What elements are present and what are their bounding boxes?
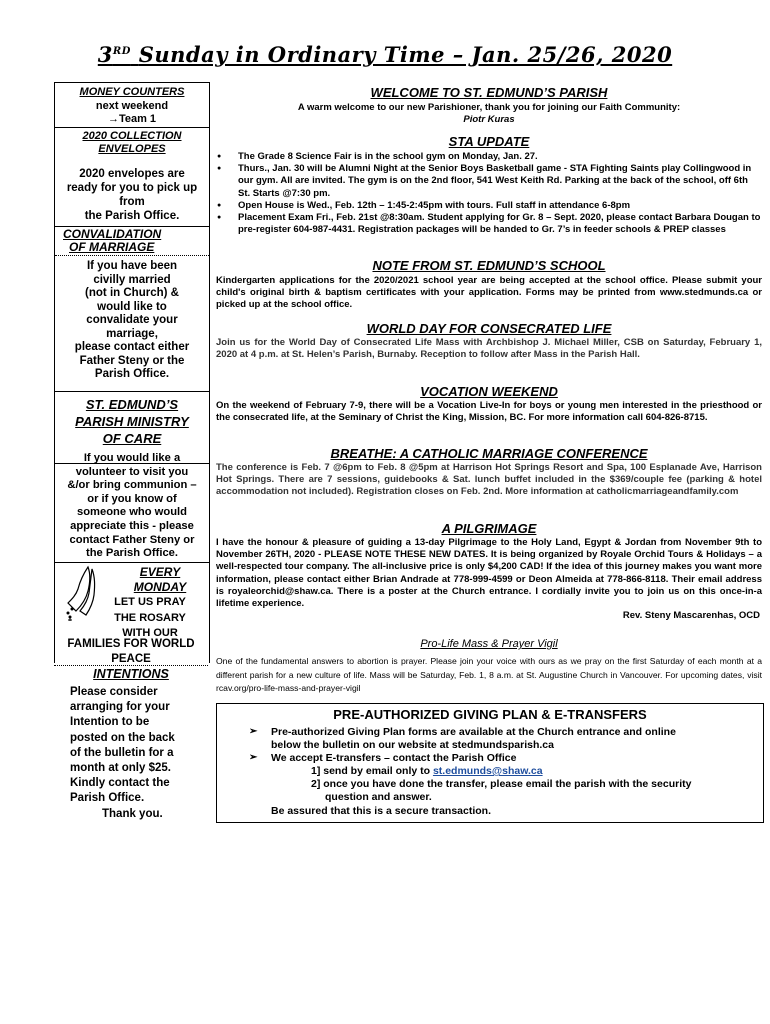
- vocation-heading: VOCATION WEEKEND: [420, 384, 558, 399]
- school-heading: NOTE FROM ST. EDMUND’S SCHOOL: [372, 258, 606, 273]
- bulletin-title: 3RD Sunday in Ordinary Time – Jan. 25/26, 2020: [97, 42, 673, 67]
- intentions-text: Please consider arranging for your Intention to be posted on the back of the bulletin for a month at only $25. Kindly contact the Parish Office. Thank you.: [70, 686, 175, 820]
- consecrated-heading: WORLD DAY FOR CONSECRATED LIFE: [366, 321, 612, 336]
- welcome-text: A warm welcome to our new Parishioner, thank you for joining our Faith Community:: [297, 102, 681, 113]
- giving-heading: PRE-AUTHORIZED GIVING PLAN & E-TRANSFERS: [333, 707, 647, 722]
- rosary-text: FAMILIES FOR WORLD PEACE: [67, 638, 195, 665]
- welcome-section: [216, 85, 762, 126]
- divider: [55, 255, 209, 256]
- vocation-text: On the weekend of February 7-9, there will be a Vocation Live-In for boys or young men interested in the priesthood or the consecrated life, at the Seminary of Christ the King, Mission, BC. For more information call 604-826-8715.: [216, 400, 762, 424]
- arrow-bullet-icon: ➢: [249, 752, 258, 763]
- envelopes-text: 2020 envelopes are ready for you to pick up from the Parish Office.: [66, 168, 198, 222]
- giving-assurance: Be assured that this is a secure transaction.: [271, 805, 491, 817]
- breathe-text: The conference is Feb. 7 @6pm to Feb. 8 @5pm at Harrison Hot Springs Resort and Spa, 100 Esplanade Ave, Harrison Hot Springs. There are 7 sessions, guidebooks & Sat. lunch buffet included in the $369/couple fee (parking & hotel accommodation not included). Registration closes on Feb. 2nd. More information at catholicmarriageandfamily.com: [216, 462, 762, 498]
- rosary-heading: EVERY MONDAY: [133, 565, 187, 594]
- school-text: Kindergarten applications for the 2020/2021 school year are being accepted at the school office. Please submit your child's original birth & baptism certificates with your application. Forms may be printed from www.stedmunds.ca or picked up at the school office.: [216, 275, 762, 311]
- ministry-of-care-box: [54, 391, 210, 563]
- intentions-heading: INTENTIONS: [93, 667, 169, 681]
- rosary-box: [54, 561, 208, 821]
- praying-hands-icon: [58, 565, 106, 621]
- giving-item-2: We accept E-transfers – contact the Parish Office: [271, 752, 517, 764]
- arrow-bullet-icon: ➢: [249, 726, 258, 737]
- sta-heading: STA UPDATE: [448, 134, 530, 149]
- giving-step-2: 2] once you have done the transfer, please email the parish with the security question and answer.: [311, 778, 692, 803]
- money-counters-heading: MONEY COUNTERS: [79, 86, 185, 98]
- list-item: ● Placement Exam Fri., Feb. 21st @8:30am. Student applying for Gr. 8 – Sept. 2020, please contact Barbara Dougan to pre-register 604-987-4431. Registration packages will be handed to Gr. 7’s in feeder schools & PREP classes: [238, 212, 762, 236]
- ministry-of-care-heading: ST. EDMUND’S PARISH MINISTRY OF CARE: [75, 397, 189, 446]
- breathe-heading: BREATHE: A CATHOLIC MARRIAGE CONFERENCE: [330, 446, 648, 461]
- vocation-section: [216, 384, 762, 424]
- list-item: ● Thurs., Jan. 30 will be Alumni Night at the Senior Boys Basketball game - STA Fighting Saints play Collingwood in our gym. All are invited. The gym is on the 2nd floor, 541 West Keith Rd. Parking at the back of the school, off 6th St. Starts @7:30 pm.: [238, 163, 762, 200]
- breathe-section: [216, 446, 762, 499]
- ministry-of-care-text: If you would like a volunteer to visit you &/or bring communion – or if you know of someone who would appreciate this - please contact Father Steny or the Parish Office.: [67, 452, 197, 560]
- money-counters-team: →Team 1: [107, 113, 157, 125]
- email-link[interactable]: st.edmunds@shaw.ca: [432, 765, 543, 777]
- convalidation-text: If you have been civilly married (not in Church) & would like to convalidate your marriage, please contact either Father Steny or the Parish Office.: [74, 260, 190, 380]
- divider: [54, 665, 208, 666]
- money-counters-line: next weekend: [95, 100, 169, 112]
- envelopes-heading: 2020 COLLECTION: [82, 130, 182, 142]
- rosary-text: LET US PRAY THE ROSARY WITH OUR: [114, 596, 186, 639]
- welcome-name: Piotr Kuras: [463, 114, 515, 125]
- consecrated-text: Join us for the World Day of Consecrated Life Mass with Archbishop J. Michael Miller, CSB on Saturday, February 1, 2020 at 4 p.m. at St. Helen’s Parish, Burnaby. Reception to follow after Mass in the Parish Hall.: [216, 337, 762, 361]
- convalidation-heading: CONVALIDATION OF MARRIAGE: [63, 227, 162, 254]
- pilgrimage-section: [216, 521, 762, 622]
- giving-box: [216, 703, 764, 823]
- prolife-heading: Pro-Life Mass & Prayer Vigil: [420, 638, 558, 650]
- giving-step-1: 1] send by email only to st.edmunds@shaw.ca: [311, 765, 543, 777]
- pilgrimage-text: I have the honour & pleasure of guiding a 13-day Pilgrimage to the Holy Land, Egypt & Jordan from November 9th to November 26TH, 2020 - PLEASE NOTE THESE NEW DATES. It is being organized by Royale Orchid Tours & Holidays – a well-respected tour company. The all-inclusive price is only $4,200 CAD! If the idea of this journey makes you want more information, please contact either Brian Andrade at 778-999-4599 or Deon Almeida at 778-866-8118. Their email address is royaleorchid@shaw.ca. There is a poster at the Church entrance. I cordially invite you to join us on this once-in-a lifetime experience.: [216, 537, 762, 610]
- sta-list: [216, 151, 762, 236]
- giving-item-1: Pre-authorized Giving Plan forms are available at the Church entrance and online below the bulletin on our website at stedmundsparish.ca: [271, 726, 676, 751]
- prolife-text: One of the fundamental answers to abortion is prayer. Please join your voice with ours as we pray on the first Saturday of each month at a different parish for a new culture of life. Mass will be Saturday, Feb. 1, 8 a.m. at St. Augustine Church in Vancouver. For upcoming dates, visit rcav.org/pro-life-mass-and-prayer-vigil: [216, 656, 762, 693]
- welcome-heading: WELCOME TO ST. EDMUND’S PARISH: [370, 85, 608, 100]
- sta-section: [216, 134, 762, 236]
- pilgrimage-heading: A PILGRIMAGE: [441, 521, 537, 536]
- school-section: [216, 258, 762, 312]
- envelopes-heading: ENVELOPES: [98, 143, 166, 155]
- consecrated-section: [216, 321, 762, 361]
- list-item: ● The Grade 8 Science Fair is in the school gym on Monday, Jan. 27.: [238, 151, 762, 163]
- divider: [55, 127, 209, 128]
- prolife-section: [216, 637, 762, 696]
- pilgrimage-signature: Rev. Steny Mascarenhas, OCD: [622, 610, 760, 622]
- list-item: ● Open House is Wed., Feb. 12th – 1:45-2:45pm with tours. Full staff in attendance 6-8pm: [238, 200, 762, 212]
